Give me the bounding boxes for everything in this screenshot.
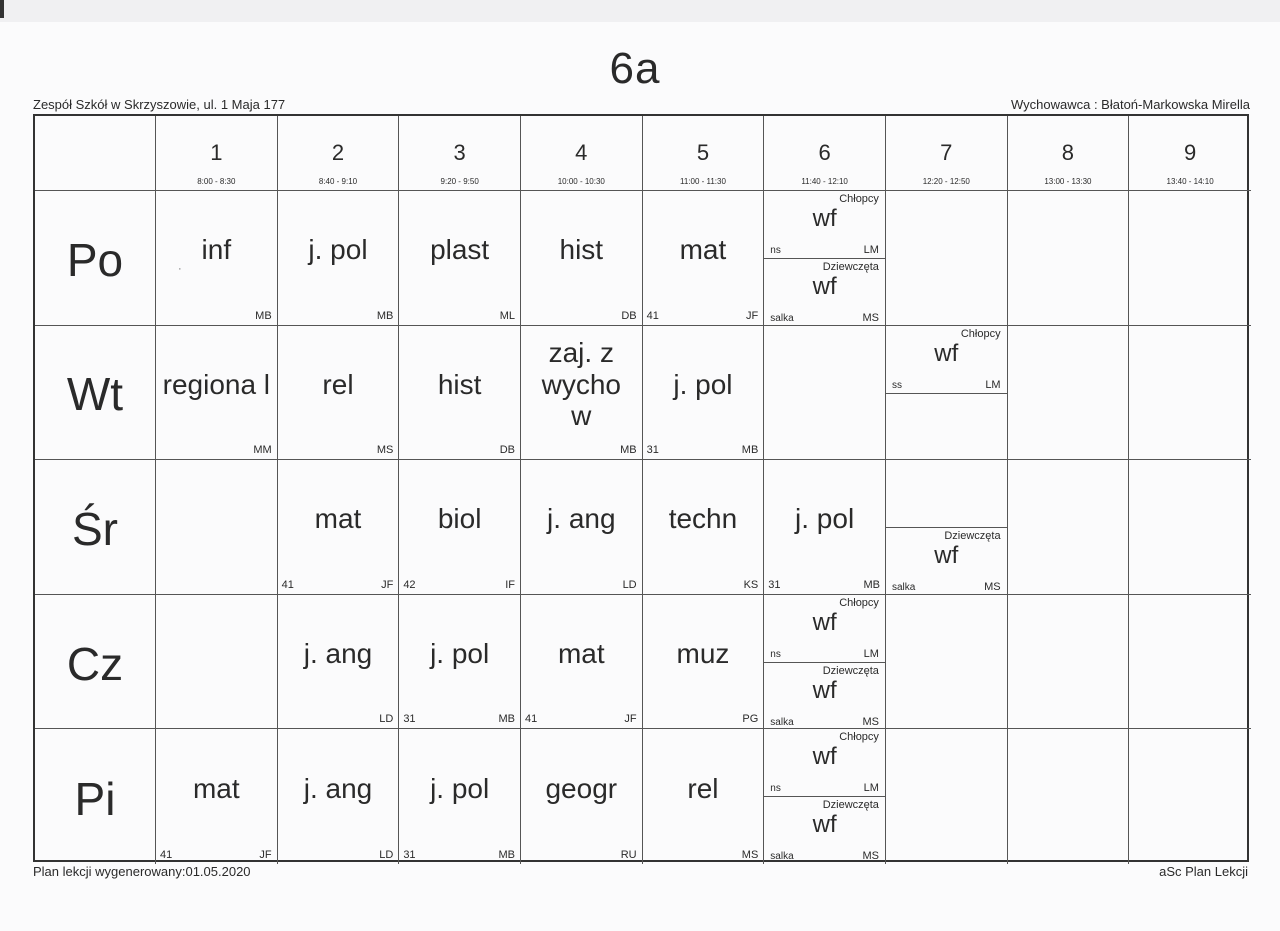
lesson-subject: mat [314, 503, 362, 535]
group-label: Chłopcy [839, 596, 879, 609]
empty-cell [1129, 595, 1251, 730]
day-label: Wt [35, 326, 156, 461]
lesson-subject: biol [437, 503, 482, 535]
lesson-teacher: JF [746, 309, 759, 322]
lesson-cell[interactable] [643, 326, 765, 461]
lesson-teacher: DB [499, 444, 515, 457]
lesson-room: ns [770, 648, 781, 660]
lesson-subject: wf [812, 811, 837, 839]
split-lesson-cell[interactable] [764, 729, 886, 864]
lesson-cell[interactable] [399, 595, 521, 730]
lesson-cell[interactable] [278, 191, 400, 326]
lesson-room: 41 [160, 848, 173, 861]
period-number: 7 [940, 140, 953, 165]
lesson-subject: hist [559, 234, 604, 266]
lesson-teacher: MB [498, 848, 515, 861]
lesson-room: 42 [403, 578, 416, 591]
period-number: 5 [696, 140, 710, 165]
period-header [399, 116, 521, 191]
lesson-cell[interactable] [278, 595, 400, 730]
empty-cell [886, 729, 1008, 864]
lesson-room: 31 [646, 444, 659, 457]
lesson-room: 31 [403, 713, 416, 726]
lesson-teacher: LD [379, 848, 394, 861]
empty-cell [1008, 326, 1130, 461]
lesson-cell[interactable] [156, 729, 278, 864]
split-lesson-cell[interactable] [764, 595, 886, 730]
lesson-room: 41 [281, 578, 294, 591]
group-label: Chłopcy [839, 193, 879, 205]
class-title: 6a [609, 44, 661, 93]
lesson-teacher: MS [741, 848, 759, 861]
lesson-teacher: MS [862, 850, 879, 863]
lesson-teacher: RU [620, 848, 637, 861]
lesson-subject: wf [812, 205, 837, 232]
period-time: 11:00 - 11:30 [679, 177, 726, 186]
lesson-teacher: JF [381, 578, 394, 591]
split-lesson-cell[interactable] [886, 326, 1008, 461]
lesson-room: 31 [403, 848, 416, 861]
scan-speck: · [178, 263, 182, 275]
group-label: Dziewczęta [944, 530, 1001, 543]
empty-cell [156, 460, 278, 595]
lesson-subject: j. ang [303, 637, 373, 669]
period-time: 13:00 - 13:30 [1044, 177, 1092, 186]
lesson-teacher: MM [253, 444, 272, 457]
period-time: 11:40 - 12:10 [801, 177, 848, 186]
lesson-subject: j. pol [673, 368, 733, 400]
lesson-room: 41 [646, 309, 659, 322]
period-number: 2 [331, 140, 345, 165]
lesson-room: ns [770, 245, 781, 256]
period-time: 8:40 - 9:10 [318, 177, 358, 186]
empty-cell [1008, 460, 1130, 595]
lesson-subject: j. ang [303, 772, 373, 804]
lesson-teacher: LM [985, 378, 1001, 391]
lesson-cell[interactable] [521, 729, 643, 864]
lesson-room: salka [770, 313, 794, 324]
group-label: Chłopcy [960, 327, 1001, 340]
group-label: Dziewczęta [822, 261, 879, 273]
lesson-subject: mat [679, 234, 727, 266]
lesson-subject: techn [668, 503, 738, 535]
lesson-teacher: MS [376, 444, 394, 457]
lesson-cell[interactable] [521, 191, 643, 326]
lesson-subject: wf [934, 542, 959, 570]
lesson-room: 41 [524, 713, 538, 726]
lesson-teacher: MB [255, 309, 272, 322]
timetable-grid [33, 114, 1249, 862]
period-header [643, 116, 765, 191]
lesson-teacher: MB [741, 444, 759, 457]
period-header [1008, 116, 1130, 191]
lesson-teacher: JF [624, 713, 637, 726]
lesson-cell[interactable] [399, 326, 521, 461]
lesson-subject: geogr [545, 772, 618, 804]
software-credit: aSc Plan Lekcji [1159, 864, 1248, 879]
scan-mark [0, 0, 4, 18]
day-label: Po [35, 191, 156, 326]
lesson-teacher: MB [620, 444, 637, 457]
period-number: 6 [818, 140, 831, 165]
lesson-subject: zaj. z wycho w [541, 337, 621, 432]
lesson-subject: wf [812, 608, 837, 636]
lesson-room: 31 [768, 578, 781, 591]
group-lesson-girls[interactable] [764, 662, 885, 730]
period-number: 3 [453, 140, 466, 165]
lesson-subject: mat [557, 637, 605, 669]
day-label: Śr [35, 460, 156, 595]
group-lesson-girls[interactable] [886, 527, 1007, 595]
lesson-room: ns [770, 783, 781, 795]
lesson-teacher: JF [259, 848, 272, 861]
group-label: Dziewczęta [822, 799, 879, 812]
lesson-teacher: ML [499, 309, 515, 322]
split-lesson-cell[interactable] [764, 191, 886, 326]
group-lesson-girls[interactable] [764, 796, 885, 864]
period-time: 9:20 - 9:50 [440, 177, 479, 186]
lesson-room: ss [891, 379, 902, 391]
lesson-cell[interactable] [156, 326, 278, 461]
empty-cell [1129, 460, 1251, 595]
corner-cell [35, 116, 156, 191]
period-header [1129, 116, 1251, 191]
lesson-subject: regiona l [162, 368, 271, 400]
lesson-teacher: IF [505, 578, 515, 591]
period-header [521, 116, 643, 191]
empty-cell [1008, 729, 1130, 864]
lesson-teacher: LM [863, 647, 879, 660]
group-lesson-boys[interactable] [764, 729, 885, 797]
lesson-teacher: MB [376, 309, 394, 322]
lesson-cell[interactable] [521, 326, 643, 461]
group-label: Chłopcy [839, 731, 879, 744]
lesson-subject: rel [687, 772, 719, 804]
lesson-teacher: PG [742, 713, 759, 726]
period-header [156, 116, 278, 191]
lesson-cell[interactable] [156, 191, 278, 326]
lesson-subject: plast [430, 234, 490, 266]
period-number: 4 [575, 140, 588, 165]
empty-cell [156, 595, 278, 730]
period-header [886, 116, 1008, 191]
scan-margin [0, 0, 1280, 22]
empty-cell [1008, 595, 1130, 730]
empty-cell [1008, 191, 1130, 326]
lesson-cell[interactable] [278, 326, 400, 461]
lesson-teacher: MS [984, 581, 1001, 594]
lesson-cell[interactable] [643, 595, 765, 730]
lesson-subject: wf [934, 339, 959, 367]
empty-cell [886, 191, 1008, 326]
empty-cell [886, 595, 1008, 730]
lesson-teacher: MB [498, 713, 515, 726]
lesson-teacher: LD [379, 713, 394, 726]
lesson-subject: j. ang [547, 503, 616, 535]
group-lesson-girls[interactable] [764, 258, 885, 326]
empty-cell [764, 326, 886, 461]
period-time: 12:20 - 12:50 [922, 177, 970, 186]
lesson-subject: wf [812, 676, 837, 704]
period-time: 10:00 - 10:30 [557, 177, 605, 186]
lesson-cell[interactable] [643, 729, 765, 864]
split-lesson-cell[interactable] [886, 460, 1008, 595]
lesson-teacher: DB [621, 309, 637, 322]
lesson-subject: j. pol [308, 234, 368, 266]
lesson-subject: mat [192, 772, 240, 804]
group-lesson-boys[interactable] [764, 191, 885, 259]
lesson-teacher: LM [863, 244, 879, 256]
lesson-subject: muz [676, 637, 730, 669]
lesson-cell[interactable] [399, 460, 521, 595]
lesson-cell[interactable] [399, 191, 521, 326]
lesson-subject: wf [812, 743, 837, 771]
lesson-room: salka [891, 582, 916, 594]
group-lesson-boys[interactable] [764, 595, 885, 663]
lesson-subject: rel [322, 368, 354, 400]
lesson-cell[interactable] [643, 191, 765, 326]
lesson-subject: j. pol [795, 503, 855, 535]
generated-date: Plan lekcji wygenerowany:01.05.2020 [33, 864, 251, 879]
lesson-subject: j. pol [430, 637, 490, 669]
class-teacher: Wychowawca : Błatoń-Markowska Mirella [1010, 97, 1250, 112]
period-header [764, 116, 886, 191]
empty-cell [1129, 191, 1251, 326]
period-number: 1 [210, 140, 223, 165]
group-label: Dziewczęta [822, 664, 879, 677]
period-time: 13:40 - 14:10 [1166, 177, 1214, 186]
empty-cell [1129, 326, 1251, 461]
lesson-room: salka [770, 716, 794, 728]
lesson-subject: j. pol [430, 772, 490, 804]
lesson-cell[interactable] [521, 460, 643, 595]
school-name: Zespół Szkół w Skrzyszowie, ul. 1 Maja 177 [33, 97, 286, 112]
lesson-room: salka [770, 851, 794, 863]
period-header [278, 116, 400, 191]
lesson-teacher: MS [862, 715, 879, 728]
day-label: Cz [35, 595, 156, 730]
lesson-cell[interactable] [278, 729, 400, 864]
lesson-subject: hist [437, 368, 482, 400]
lesson-teacher: MB [863, 578, 880, 591]
empty-cell [1129, 729, 1251, 864]
lesson-cell[interactable] [278, 460, 400, 595]
lesson-subject: wf [812, 273, 837, 300]
lesson-subject: inf [201, 234, 232, 266]
period-number: 8 [1061, 140, 1075, 165]
lesson-teacher: LM [863, 782, 879, 795]
lesson-cell[interactable] [521, 595, 643, 730]
lesson-cell[interactable] [643, 460, 765, 595]
day-label: Pi [35, 729, 156, 864]
lesson-teacher: KS [743, 578, 759, 591]
lesson-cell[interactable] [399, 729, 521, 864]
period-time: 8:00 - 8:30 [197, 177, 236, 186]
group-lesson-boys[interactable] [886, 326, 1007, 394]
lesson-teacher: MS [862, 312, 879, 324]
lesson-cell[interactable] [764, 460, 886, 595]
period-number: 9 [1183, 140, 1197, 165]
lesson-teacher: LD [622, 578, 637, 591]
